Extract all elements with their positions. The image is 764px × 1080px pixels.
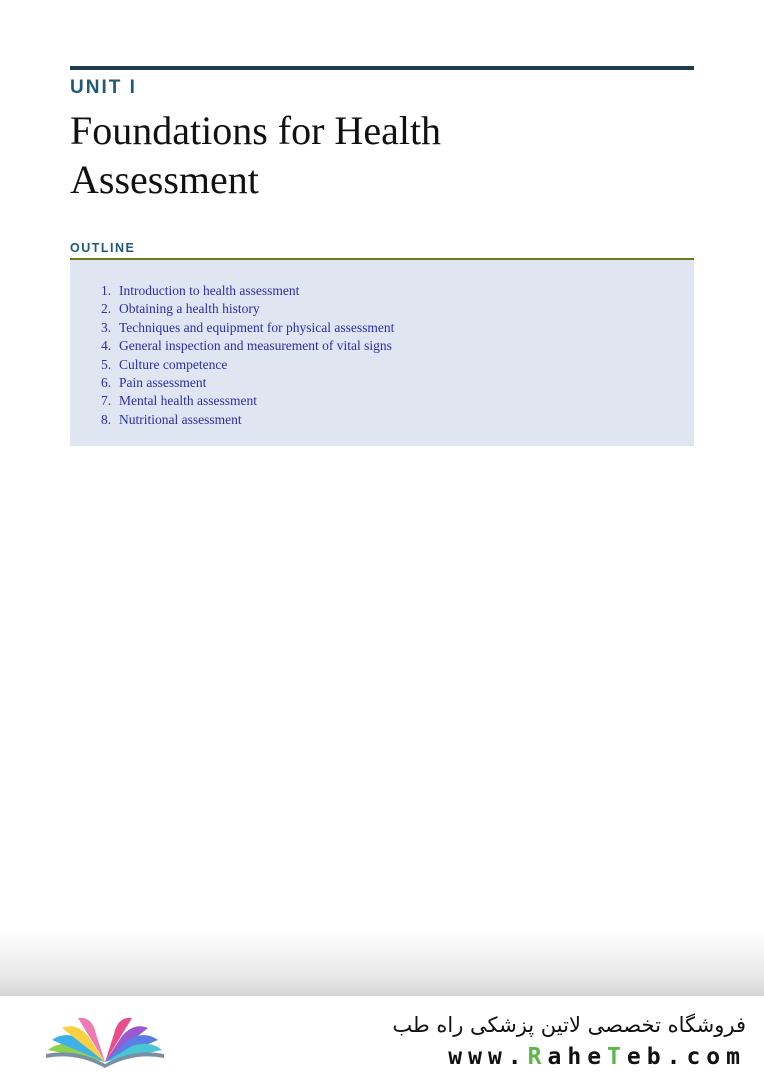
outline-item-text: Culture competence — [119, 356, 228, 372]
outline-item-number: 2. — [101, 301, 112, 317]
outline-item-text: Introduction to health assessment — [119, 283, 300, 298]
unit-label: UNIT I — [70, 77, 137, 98]
outline-item-text: General inspection and measurement of vital signs — [119, 338, 392, 354]
open-book-logo-icon — [40, 1010, 170, 1070]
url-suffix: eb.com — [626, 1044, 746, 1070]
outline-item-number: 4. — [101, 338, 112, 354]
footer-store-name: فروشگاه تخصصی لاتین پزشکی راه طب — [392, 1013, 746, 1037]
outline-item-number: 7. — [101, 393, 112, 409]
outline-item — [101, 319, 394, 337]
unit-title: Foundations for Health Assessment — [70, 108, 442, 202]
outline-item — [101, 300, 394, 318]
top-rule — [70, 66, 694, 70]
outline-item-number: 5. — [101, 356, 112, 372]
footer-shadow — [0, 930, 764, 996]
outline-item — [101, 356, 394, 374]
outline-item — [101, 374, 394, 392]
url-r: R — [527, 1044, 548, 1070]
outline-list — [101, 282, 394, 429]
outline-item — [101, 337, 394, 355]
outline-item-number: 8. — [101, 411, 112, 427]
outline-item-text: Techniques and equipment for physical assessment — [119, 319, 395, 335]
url-prefix: www. — [448, 1044, 528, 1070]
url-t: T — [607, 1044, 627, 1070]
outline-heading: OUTLINE — [70, 241, 136, 255]
outline-item — [101, 411, 394, 429]
outline-item-number: 1. — [101, 283, 112, 298]
outline-item-text: Nutritional assessment — [119, 411, 242, 427]
outline-item — [101, 282, 394, 300]
outline-item — [101, 392, 394, 410]
outline-item-number: 6. — [101, 375, 112, 391]
footer-url[interactable] — [448, 1044, 746, 1070]
outline-item-text: Pain assessment — [119, 375, 207, 391]
outline-item-text: Obtaining a health history — [119, 301, 260, 317]
outline-item-number: 3. — [101, 319, 112, 335]
url-ahe: ahe — [547, 1044, 608, 1070]
outline-item-text: Mental health assessment — [119, 393, 257, 409]
